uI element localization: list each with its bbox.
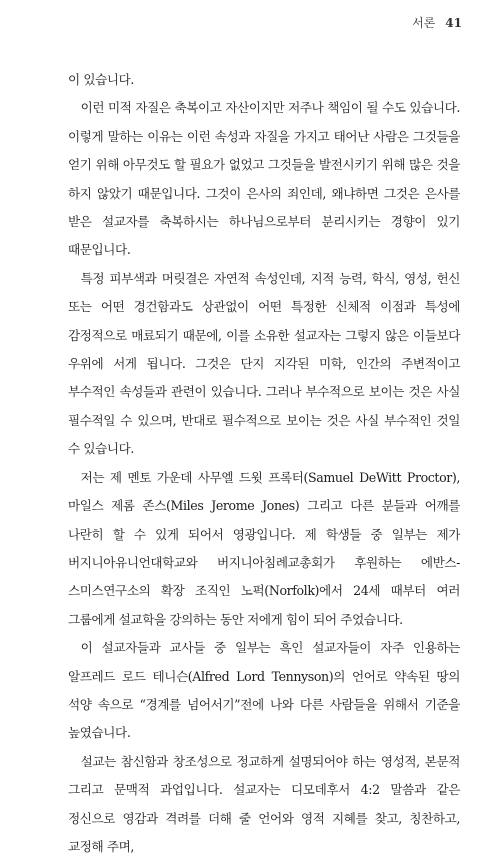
paragraph-preachers-teachers: 이 설교자들과 교사들 중 일부는 흑인 설교자들이 자주 인용하는 알프레드 로드 테니슨(Alfred Lord Tennyson)의 언어로 약속된 땅의 석양 속으로 “경계를 넘어서기”전에 나와 다른 사람들을 위해서 기준을 높였습니다.: [68, 640, 460, 741]
paragraph-natural-attributes: 특정 피부색과 머릿결은 자연적 속성인데, 지적 능력, 학식, 영성, 헌신 또는 어떤 경건함과도 상관없이 어떤 특정한 신체적 이점과 특성에 감정적으로 매료되기 때문에, 이를 소유한 설교자는 그렇지 않은 이들보다 우위에 서게 됩니다. 그것은 단지 지각된 미학, 인간의 주변적이고 부수적인 속성들과 관련이 있습니다. 그러나 부수적으로 보이는 것은 사실 필수적일 수 있으며, 반대로 필수적으로 보이는 것은 사실 부수적인 것일 수 있습니다.: [68, 270, 460, 457]
section-title: 서론: [412, 16, 436, 30]
page-body: [68, 66, 460, 861]
paragraph-mentors: 저는 제 멘토 가운데 사무엘 드윗 프록터(Samuel DeWitt Proctor), 마일스 제롬 존스(Miles Jerome Jones) 그리고 다른 분들과 어깨를 나란히 할 수 있게 되어서 영광입니다. 제 학생들 중 일부는 제가 버지니아유니언대학교와 버지니아침례교총회가 후원하는 에반스-스미스연구소의 확장 조직인 노퍽(Norfolk)에서 24세 때부터 여러 그룹에게 설교학을 강의하는 동안 저에게 힘이 되어 주었습니다.: [68, 469, 460, 627]
paragraph-continuation: 이 있습니다.: [68, 72, 135, 87]
paragraph-preaching-task: 설교는 참신함과 창조성으로 정교하게 설명되어야 하는 영성적, 본문적 그리고 문맥적 과업입니다. 설교자는 디모데후서 4:2 말씀과 같은 정신으로 영감과 격려를 더해 줄 언어와 영적 지혜를 찾고, 칭찬하고, 교정해 주며,: [68, 753, 460, 854]
paragraph-aesthetic-qualities: 이런 미적 자질은 축복이고 자산이지만 저주나 책임이 될 수도 있습니다. 이렇게 말하는 이유는 이런 속성과 자질을 가지고 태어난 사람은 그것들을 얻기 위해 아무것도 할 필요가 없었고 그것들을 발전시키기 위해 많은 것을 하지 않았기 때문입니다. 그것이 은사의 죄인데, 왜냐하면 그것은 은사를 받은 설교자를 축복하시는 하나님으로부터 분리시키는 경향이 있기 때문입니다.: [68, 100, 460, 258]
page-number: 41: [445, 16, 462, 30]
running-head: [412, 14, 462, 31]
